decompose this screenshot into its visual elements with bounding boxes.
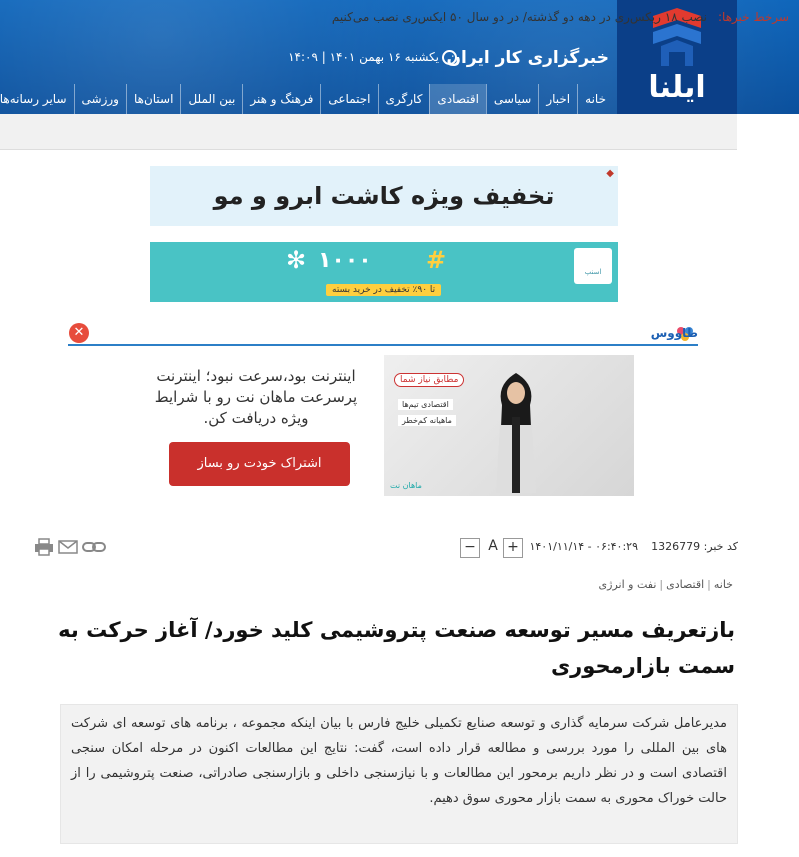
font-decrease-button[interactable]: − (460, 538, 480, 558)
native-ad-copy: اینترنت بود،سرعت نبود؛ اینترنت پرسرعت ماهان نت رو با شرایط ویژه دریافت کن. (154, 367, 358, 427)
ad-banner-eyebrow[interactable] (150, 166, 618, 226)
ad-video-thumbnail[interactable] (384, 355, 634, 496)
native-ad-header (68, 320, 698, 346)
header-date: یکشنبه ۱۶ بهمن ۱۴۰۱ | ۱۴:۰۹ (288, 50, 439, 64)
ad-hash: # (426, 246, 447, 274)
email-icon[interactable] (58, 538, 78, 556)
breadcrumb-separator: | (659, 578, 664, 591)
ad-brand-logo: اسنپ (574, 248, 612, 284)
nav-international[interactable]: بین الملل (180, 84, 242, 114)
link-icon[interactable] (82, 538, 106, 556)
breadcrumb (599, 578, 733, 591)
nav-news[interactable]: اخبار (538, 84, 577, 114)
breadcrumb-home[interactable]: خانه (713, 578, 733, 591)
article-lead (60, 704, 738, 844)
site-title[interactable]: خبرگزاری کار ایران (446, 48, 609, 68)
breadcrumb-economy[interactable]: اقتصادی (666, 578, 705, 591)
snowflake-icon: ✻ (286, 246, 307, 274)
logo-text: ایلنا (648, 70, 706, 105)
nav-sports[interactable]: ورزشی (74, 84, 126, 114)
main-nav (0, 84, 617, 114)
breadcrumb-energy[interactable]: نفت و انرژی (598, 578, 657, 591)
presenter-image (488, 365, 544, 493)
nav-politics[interactable]: سیاسی (486, 84, 538, 114)
article-headline: بازتعریف مسیر توسعه صنعت پتروشیمی کلید خورد/ آغاز حرکت به سمت بازارمحوری (58, 618, 735, 678)
nav-provinces[interactable]: استان‌ها (126, 84, 180, 114)
breadcrumb-separator: | (707, 578, 711, 591)
ad-banner-snapp[interactable] (150, 242, 618, 302)
nav-economy[interactable]: اقتصادی (429, 84, 486, 114)
native-ad-brand[interactable]: طاووس (650, 326, 698, 340)
nav-social[interactable]: اجتماعی (320, 84, 377, 114)
news-code: کد خبر: 1326779 (651, 540, 738, 553)
video-brand: ماهان نت (390, 481, 422, 490)
article-toolbar (32, 536, 738, 560)
print-icon[interactable] (34, 538, 54, 556)
ad-promo: تا ۹۰٪ تخفیف در خرید بسته (326, 284, 441, 296)
video-tag: اقتصادی تیم‌ها (398, 399, 453, 410)
nav-other-media[interactable]: سایر رسانه‌ها (0, 84, 74, 114)
font-increase-button[interactable]: + (503, 538, 523, 558)
ticker-label: سرخط خبرها: (718, 10, 789, 24)
ad-marker-icon: ◆ (606, 168, 614, 179)
video-tag: ماهیانه کم‌خطر (398, 415, 456, 426)
nav-culture[interactable]: فرهنگ و هنر (242, 84, 320, 114)
ticker-headline[interactable]: نصب ۱۸ ریکس‌ری در دهه دو گذشته/ در دو سال ۵۰ ایکس‌ری نصب می‌کنیم (331, 10, 707, 24)
ad-banner-text: تخفیف ویژه کاشت ابرو و مو (213, 182, 555, 210)
ad-number: ۱۰۰۰ (318, 248, 372, 273)
close-icon[interactable]: ✕ (69, 323, 89, 343)
article-lead-text: مدیرعامل شرکت سرمایه گذاری و توسعه صنایع تکمیلی خلیج فارس با بیان اینکه مجموعه ، برنامه های توسعه ای شرکت های بین المللی را مورد بررسی و مطالعه قرار داده است، گفت: نتایج این مطالعات اکنون در مرحله امکان سنجی اقتصادی است و در نظر داریم برمحور این مطالعات و با نیازسنجی داخلی و بازارسنجی صادراتی، صنعت پتروشیمی را از حالت خوراک محوری به سمت بازار محوری سوق دهیم. (71, 716, 727, 806)
font-reset-button[interactable]: A (483, 538, 503, 558)
news-datetime: ۱۴۰۱/۱۱/۱۴ - ۰۶:۴۰:۲۹ (529, 540, 638, 553)
nav-home[interactable]: خانه (577, 84, 613, 114)
video-tag: مطابق نیاز شما (394, 373, 464, 387)
nav-labor[interactable]: کارگری (378, 84, 430, 114)
clock-icon (442, 50, 457, 65)
news-ticker (0, 114, 737, 150)
subscribe-button[interactable]: اشتراک خودت رو بساز (169, 442, 350, 486)
